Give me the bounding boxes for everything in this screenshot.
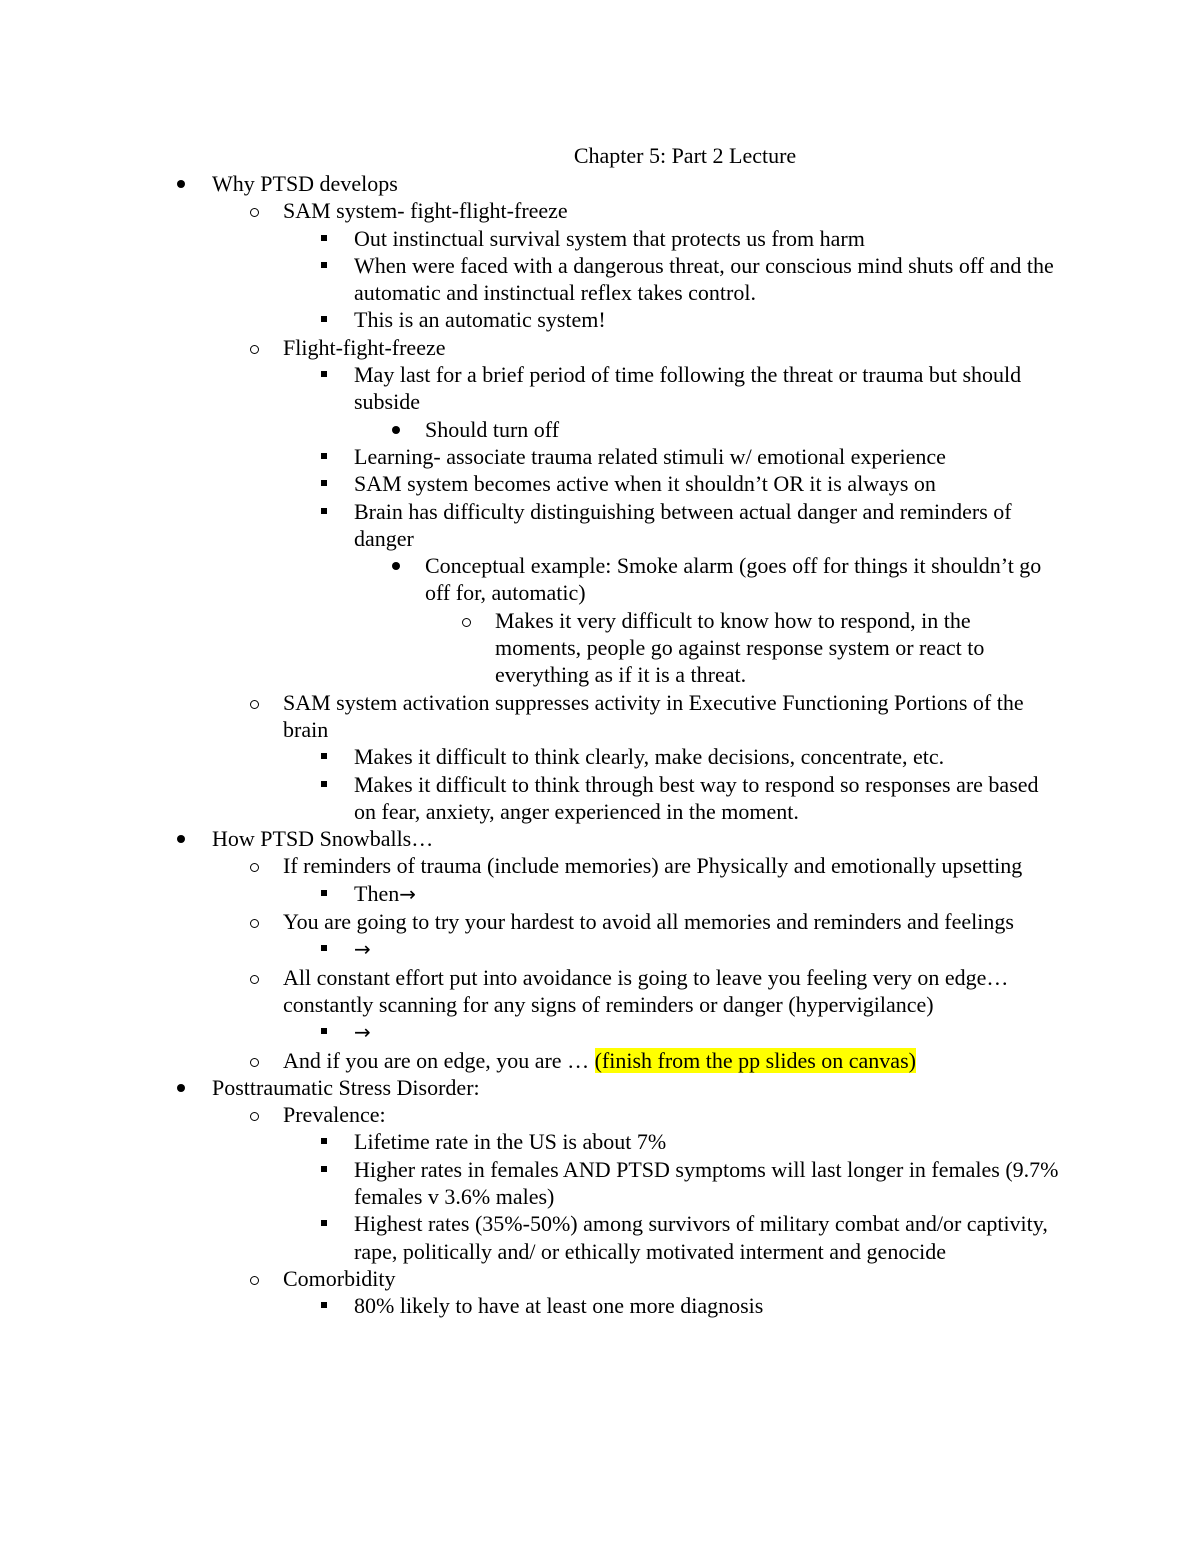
outline-item-text	[425, 552, 1065, 607]
outline-item	[0, 470, 1200, 497]
outline-item-text	[283, 908, 1073, 935]
outline-item	[0, 252, 1200, 307]
outline-item-label: Why PTSD develops	[212, 171, 398, 196]
outline-item-text	[354, 935, 1064, 963]
outline-item	[0, 1047, 1200, 1074]
right-arrow-icon: →	[354, 1020, 371, 1045]
outline-item-text	[354, 1210, 1064, 1265]
outline-item-label: Highest rates (35%-50%) among survivors of military combat and/or captivity, rape, politically and/ or ethically motivated interment and genocide	[354, 1211, 1048, 1264]
page-title: Chapter 5: Part 2 Lecture	[573, 143, 797, 168]
outline-item-text	[283, 1265, 1073, 1292]
outline-item-label: Prevalence:	[283, 1102, 386, 1128]
outline-item	[0, 825, 1200, 852]
outline-item-text	[283, 197, 1073, 224]
outline-item-text	[283, 1047, 1073, 1074]
right-arrow-icon: →	[399, 881, 416, 906]
right-arrow-icon: →	[354, 937, 371, 962]
outline-item	[0, 197, 1200, 224]
outline-item-text	[354, 443, 1064, 470]
outline-item-text	[354, 880, 1064, 908]
outline-item-text	[354, 361, 1064, 416]
outline-item-text	[212, 1074, 1062, 1101]
outline-item-label: Makes it difficult to think clearly, make decisions, concentrate, etc.	[354, 744, 945, 770]
highlighted-note: (finish from the pp slides on canvas)	[594, 1047, 916, 1073]
outline-item-label: May last for a brief period of time following the threat or trauma but should subside	[354, 362, 1022, 415]
outline-item	[0, 852, 1200, 879]
outline-item-text	[354, 225, 1064, 252]
outline-item-label: Brain has difficulty distinguishing between actual danger and reminders of danger	[354, 498, 1012, 551]
outline-item	[0, 880, 1200, 908]
outline-item-text	[425, 416, 1065, 443]
outline-item	[0, 443, 1200, 470]
outline-item-text	[354, 1292, 1064, 1319]
outline-item-text	[354, 743, 1064, 770]
outline-item-text	[283, 689, 1073, 744]
outline-item-label: This is an automatic system!	[354, 307, 606, 333]
outline-item-label: Higher rates in females AND PTSD symptoms will last longer in females (9.7% females v 3.6% males)	[354, 1156, 1059, 1209]
outline-item-text	[354, 470, 1064, 497]
outline-item	[0, 1156, 1200, 1211]
outline-item-text	[212, 825, 1062, 852]
outline-item-text	[354, 771, 1064, 826]
outline-item-label: Then	[354, 880, 400, 906]
outline-item-text	[495, 607, 1055, 689]
outline-item-label: How PTSD Snowballs…	[212, 826, 434, 852]
outline-item-text	[212, 170, 1062, 197]
outline-item	[0, 170, 1200, 197]
outline-item-label: SAM system activation suppresses activity in Executive Functioning Portions of the brain	[283, 689, 1024, 742]
outline-item-label: Learning- associate trauma related stimuli w/ emotional experience	[354, 443, 946, 469]
outline-item-label: SAM system becomes active when it shouldn’t OR it is always on	[354, 471, 936, 497]
outline-item-text	[283, 334, 1073, 361]
outline-item	[0, 225, 1200, 252]
outline-item-label: Conceptual example: Smoke alarm (goes off for things it shouldn’t go off for, automatic)	[425, 553, 1042, 606]
outline-item-label: Makes it very difficult to know how to respond, in the moments, people go against response system or react to everything as if it is a threat.	[495, 607, 985, 688]
outline-item	[0, 1292, 1200, 1319]
outline-item	[0, 771, 1200, 826]
outline-item	[0, 1265, 1200, 1292]
outline-item-text	[354, 1018, 1064, 1046]
outline-item-label: Comorbidity	[283, 1265, 396, 1291]
outline-item	[0, 416, 1200, 443]
outline-item-label: You are going to try your hardest to avoid all memories and reminders and feelings	[283, 909, 1014, 935]
outline-item-label: Should turn off	[425, 416, 560, 442]
outline-item-label: Lifetime rate in the US is about 7%	[354, 1129, 667, 1155]
outline-item	[0, 964, 1200, 1019]
outline-item	[0, 306, 1200, 333]
outline-item-label: When were faced with a dangerous threat, our conscious mind shuts off and the automatic and instinctual reflex takes control.	[354, 252, 1054, 306]
outline-item-text	[354, 1128, 1064, 1155]
outline-item-label: All constant effort put into avoidance is going to leave you feeling very on edge… constantly scanning for any signs of reminders or danger (hypervigilance)	[283, 964, 1009, 1017]
outline-item	[0, 1101, 1200, 1128]
outline-item	[0, 361, 1200, 416]
outline-item-text	[354, 306, 1064, 333]
outline-item-text	[283, 852, 1073, 879]
outline-item-text	[283, 964, 1073, 1019]
outline-item-label: SAM system- fight-flight-freeze	[283, 198, 568, 224]
outline-item	[0, 1074, 1200, 1101]
outline-item-label: And if you are on edge, you are …	[283, 1047, 595, 1073]
outline-item	[0, 1128, 1200, 1155]
outline-item-label: Flight-fight-freeze	[283, 334, 446, 360]
outline-item	[0, 935, 1200, 963]
outline-item	[0, 743, 1200, 770]
outline-item-text	[354, 252, 1064, 307]
outline-item	[0, 908, 1200, 935]
outline-item-text	[354, 1156, 1064, 1211]
outline-item-text	[354, 498, 1064, 553]
outline-item	[0, 607, 1200, 689]
outline-item	[0, 498, 1200, 553]
outline-item	[0, 689, 1200, 744]
outline-item-label: If reminders of trauma (include memories) are Physically and emotionally upsetting	[283, 853, 1023, 879]
outline-item-text	[283, 1101, 1073, 1128]
outline-item-label: Out instinctual survival system that protects us from harm	[354, 225, 865, 251]
outline-item	[0, 1018, 1200, 1046]
outline-item	[0, 1210, 1200, 1265]
outline-item-label: 80% likely to have at least one more diagnosis	[354, 1293, 764, 1319]
outline-item-label: Makes it difficult to think through best way to respond so responses are based on fear, anxiety, anger experienced in the moment.	[354, 771, 1039, 824]
lecture-outline	[0, 170, 1200, 1319]
outline-item	[0, 552, 1200, 607]
outline-item	[0, 334, 1200, 361]
outline-item-label: Posttraumatic Stress Disorder:	[212, 1074, 480, 1100]
